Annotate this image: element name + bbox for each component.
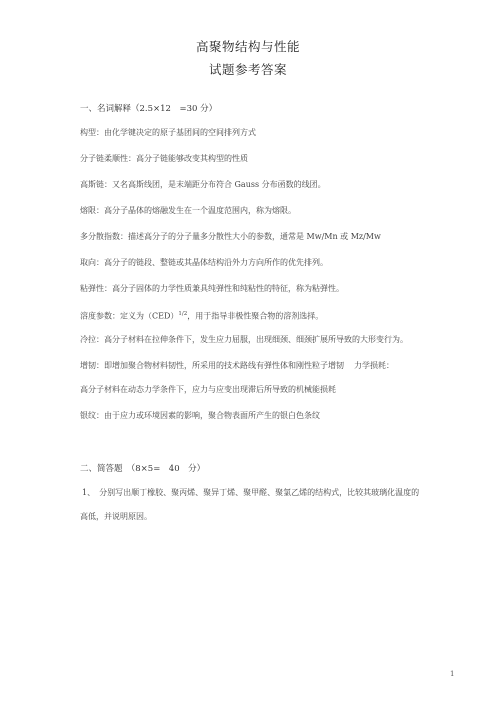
term-cold-drawing: 冷拉：高分子材料在拉伸条件下，发生应力屈服，出现细颈、细颈扩展所导致的大形变行为。	[80, 335, 408, 344]
document-subtitle: 试题参考答案	[208, 62, 287, 77]
term-toughening: 增韧：即增加聚合物材料韧性，所采用的技术路线有弹性体和刚性粒子增韧	[80, 361, 344, 370]
term-viscoelasticity: 粘弹性：高分子固体的力学性质兼具纯弹性和纯粘性的特征，称为粘弹性。	[80, 284, 344, 293]
term-polydispersity: 多分散指数：描述高分子的分子量多分散性大小的参数，通常是 Mw/Mn 或 Mz/Mw	[80, 232, 381, 241]
document-title: 高聚物结构与性能	[195, 39, 300, 54]
term-gaussian-chain: 高斯链：又名高斯线团，是末端距分布符合 Gauss 分布函数的线团。	[80, 180, 326, 189]
term-chain-flexibility: 分子链柔顺性：高分子链能够改变其构型的性质	[80, 154, 248, 163]
solubility-tail: ，用于指导非极性聚合物的溶剂选择。	[187, 311, 324, 321]
term-configuration: 构型：由化学键决定的原子基团间的空间排列方式	[80, 128, 256, 137]
question-1-line-1: 1、 分别写出顺丁橡胶、聚丙烯、聚异丁烯、聚甲醛、聚氯乙烯的结构式，比较其玻璃化温度的	[82, 488, 420, 497]
term-solubility-parameter	[80, 309, 323, 322]
term-mechanical-loss-definition: 高分子材料在动态力学条件下，应力与应变出现滞后所导致的机械能损耗	[80, 385, 336, 394]
solubility-text: 溶度参数：定义为（CED）	[80, 311, 179, 321]
solubility-exponent: 1/2	[178, 311, 188, 317]
term-craze: 银纹：由于应力或环境因素的影响，聚合物表面所产生的银白色条纹	[80, 411, 320, 420]
section-2-heading: 二、简答题 （8×5= 40 分）	[80, 464, 206, 474]
term-mechanical-loss-label: 力学损耗：	[354, 361, 394, 370]
section-1-heading: 一、名词解释（2.5×12 =30 分）	[80, 104, 218, 114]
term-orientation: 取向：高分子的链段、整链或其晶体结构沿外力方向所作的优先排列。	[80, 258, 328, 267]
term-melting-range: 熔限：高分子晶体的熔融发生在一个温度范围内，称为熔限。	[80, 206, 296, 215]
question-1-line-2: 高低，并说明原因。	[80, 512, 152, 521]
page-number: 1	[450, 670, 455, 678]
